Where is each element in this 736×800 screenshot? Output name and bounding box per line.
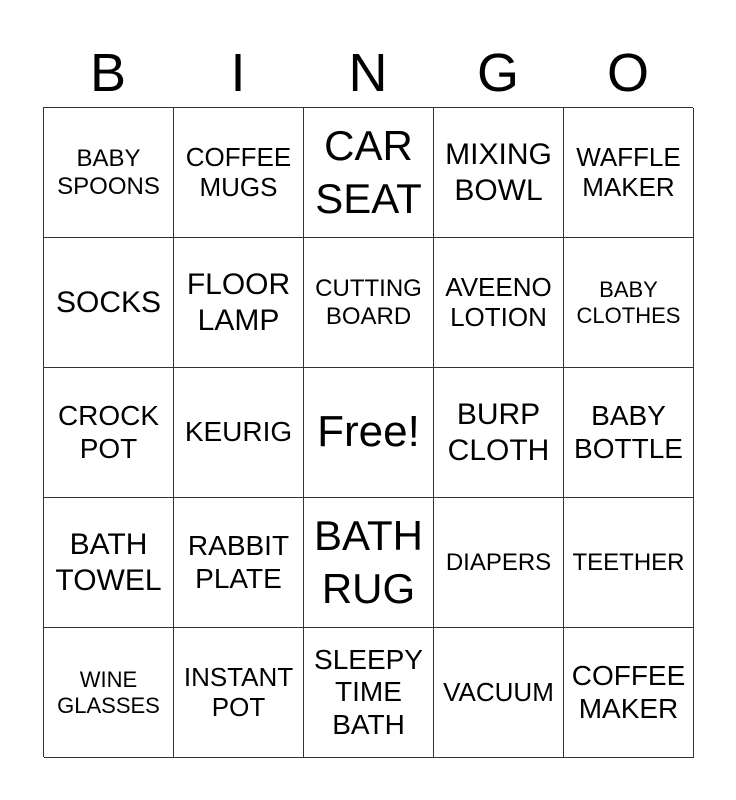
bingo-cell[interactable]: WAFFLE MAKER (564, 108, 694, 238)
bingo-cell[interactable]: BURP CLOTH (434, 368, 564, 498)
free-space-cell[interactable]: Free! (304, 368, 434, 498)
bingo-cell[interactable]: CROCK POT (44, 368, 174, 498)
bingo-header (43, 40, 693, 106)
bingo-board (43, 107, 693, 757)
bingo-cell[interactable]: FLOOR LAMP (174, 238, 304, 368)
bingo-cell[interactable]: SLEEPY TIME BATH (304, 628, 434, 758)
bingo-cell[interactable]: BABY CLOTHES (564, 238, 694, 368)
bingo-cell[interactable]: SOCKS (44, 238, 174, 368)
bingo-cell[interactable]: VACUUM (434, 628, 564, 758)
bingo-cell[interactable]: BABY BOTTLE (564, 368, 694, 498)
bingo-cell[interactable]: BABY SPOONS (44, 108, 174, 238)
header-letter-b: B (89, 43, 127, 103)
header-letter-i: I (230, 43, 246, 103)
bingo-cell[interactable]: RABBIT PLATE (174, 498, 304, 628)
bingo-cell[interactable]: AVEENO LOTION (434, 238, 564, 368)
header-letter-n: N (348, 43, 388, 103)
bingo-cell[interactable]: COFFEE MAKER (564, 628, 694, 758)
header-letter-g: G (476, 43, 519, 103)
bingo-cell[interactable]: CUTTING BOARD (304, 238, 434, 368)
bingo-cell[interactable]: COFFEE MUGS (174, 108, 304, 238)
bingo-cell[interactable]: DIAPERS (434, 498, 564, 628)
bingo-cell[interactable]: WINE GLASSES (44, 628, 174, 758)
bingo-cell[interactable]: BATH TOWEL (44, 498, 174, 628)
bingo-cell[interactable]: INSTANT POT (174, 628, 304, 758)
bingo-cell[interactable]: KEURIG (174, 368, 304, 498)
bingo-cell[interactable]: TEETHER (564, 498, 694, 628)
bingo-cell[interactable]: CAR SEAT (304, 108, 434, 238)
bingo-cell[interactable]: MIXING BOWL (434, 108, 564, 238)
bingo-cell[interactable]: BATH RUG (304, 498, 434, 628)
header-letter-o: O (606, 43, 649, 103)
